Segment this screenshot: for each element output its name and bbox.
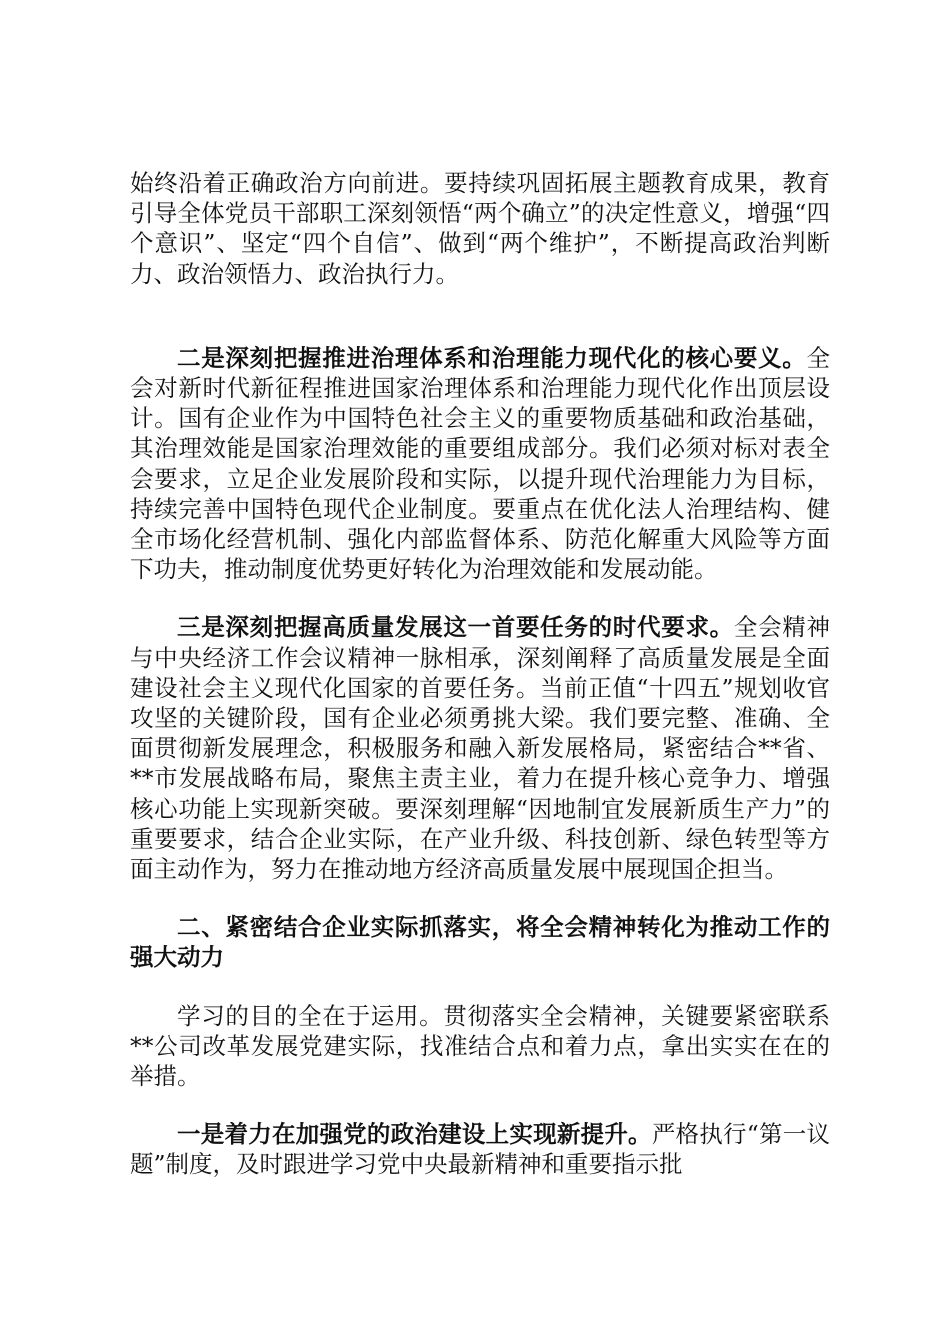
paragraph-political-building <box>130 1119 830 1179</box>
section-heading-text: 二、紧密结合企业实际抓落实，将全会精神转化为推动工作的强大动力 <box>130 913 830 972</box>
section-heading <box>130 912 830 972</box>
paragraph-text: 全会精神与中央经济工作会议精神一脉相承，深刻阐释了高质量发展是全面建设社会主义现代化国家的首要任务。当前正值“十四五”规划收官攻坚的关键阶段，国有企业必须勇挑大梁。我们要完整、准确、全面贯彻新发展理念，积极服务和融入新发展格局，紧密结合**省、**市发展战略布局，聚焦主责主业，着力在提升核心竞争力、增强核心功能上实现新突破。要深刻理解“因地制宜发展新质生产力”的重要要求，结合企业实际，在产业升级、科技创新、绿色转型等方面主动作为，努力在推动地方经济高质量发展中展现国企担当。 <box>130 613 831 884</box>
paragraph-continuation <box>130 168 830 289</box>
paragraph-governance <box>130 343 830 585</box>
paragraph-purpose <box>130 1001 830 1092</box>
paragraph-lead: 三是深刻把握高质量发展这一首要任务的时代要求。 <box>177 613 734 642</box>
paragraph-lead: 二是深刻把握推进治理体系和治理能力现代化的核心要义。 <box>177 343 807 372</box>
paragraph-text: 学习的目的全在于运用。贯彻落实全会精神，关键要紧密联系**公司改革发展党建实际，找准结合点和着力点，拿出实实在在的举措。 <box>130 1001 830 1091</box>
paragraph-text: 始终沿着正确政治方向前进。要持续巩固拓展主题教育成果，教育引导全体党员干部职工深刻领悟“两个确立”的决定性意义，增强“四个意识”、坚定“四个自信”、做到“两个维护”，不断提高政治判断力、政治领悟力、政治执行力。 <box>130 169 830 288</box>
document-page <box>130 168 830 1180</box>
paragraph-text: 严格执行“第一议题”制度，及时跟进学习党中央最新精神和重要指示批 <box>130 1120 831 1179</box>
paragraph-text: 全会对新时代新征程推进国家治理体系和治理能力现代化作出顶层设计。国有企业作为中国特色社会主义的重要物质基础和政治基础，其治理效能是国家治理效能的重要组成部分。我们必须对标对表全会要求，立足企业发展阶段和实际，以提升现代治理能力为目标，持续完善中国特色现代企业制度。要重点在优化法人治理结构、健全市场化经营机制、强化内部监督体系、防范化解重大风险等方面下功夫，推动制度优势更好转化为治理效能和发展动能。 <box>130 343 830 584</box>
paragraph-development <box>130 612 830 884</box>
paragraph-lead: 一是着力在加强党的政治建设上实现新提升。 <box>177 1120 652 1149</box>
